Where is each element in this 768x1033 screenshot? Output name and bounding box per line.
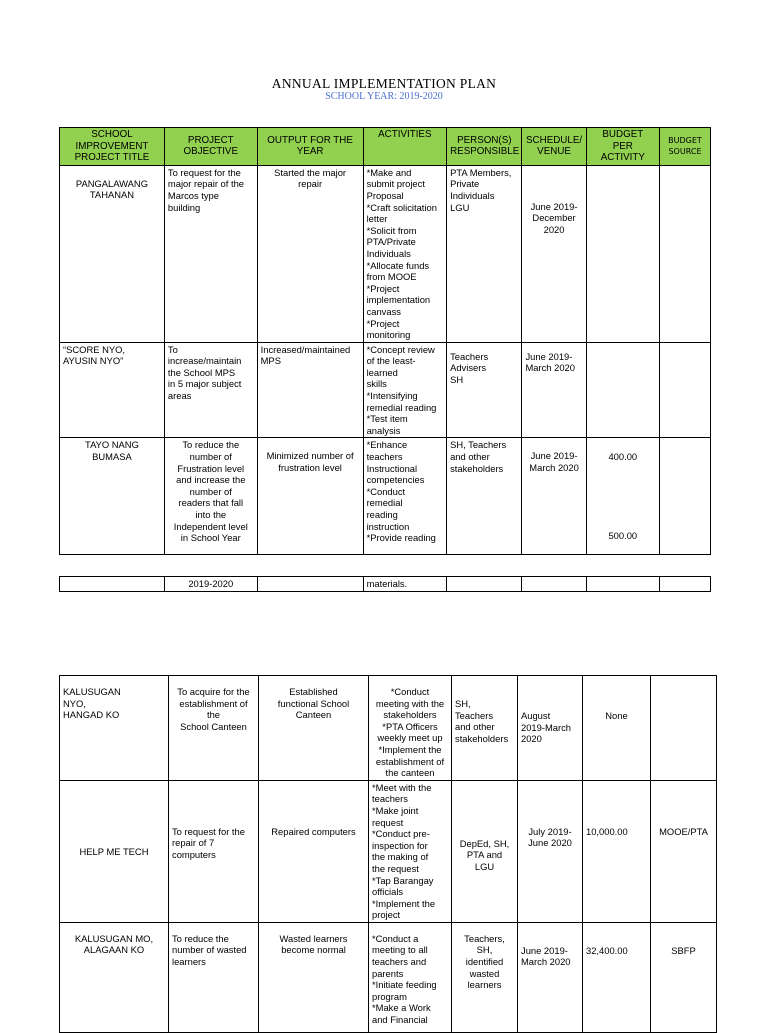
activities-cell: *Meet with the teachers *Make joint request *Conduct pre- inspection for the making of the request *Tap Barangay officials *Implement the project (369, 780, 452, 922)
output-cell: Minimized number of frustration level (257, 438, 363, 555)
source-cell (659, 165, 710, 342)
activities-cell: *Concept review of the least- learned skills *Intensifying remedial reading *Test item analysis (363, 342, 447, 438)
header-project-objective: PROJECT OBJECTIVE (164, 128, 257, 166)
schedule-cell: June 2019- March 2020 (522, 342, 586, 438)
persons-cell: Teachers, SH, identified wasted learners (452, 922, 518, 1032)
project-title-cell: KALUSUGAN NYO, HANGAD KO (60, 676, 169, 781)
table-row (60, 922, 717, 1032)
activities-cell: *Make and submit project Proposal *Craft solicitation letter *Solicit from PTA/Private Individuals *Allocate funds from MOOE *Project implementation canvass *Project monitoring (363, 165, 447, 342)
persons-cell: DepEd, SH, PTA and LGU (452, 780, 518, 922)
header-budget-source: BUDGET SOURCE (659, 128, 710, 166)
header-activities: ACTIVITIES (363, 128, 447, 166)
table-row (60, 577, 711, 592)
objective-cell: To reduce the number of Frustration level and increase the number of readers that fall into the Independent level in School Year (164, 438, 257, 555)
table-row (60, 676, 717, 781)
output-cell (257, 577, 363, 592)
persons-cell: PTA Members, Private Individuals LGU (447, 165, 522, 342)
activities-cell: *Conduct a meeting to all teachers and parents *Initiate feeding program *Make a Work and Financial (369, 922, 452, 1032)
budget-cell (586, 577, 659, 592)
schedule-cell: June 2019- March 2020 (518, 922, 583, 1032)
activities-cell: *Conduct meeting with the stakeholders *PTA Officers weekly meet up *Implement the establishment of the canteen (369, 676, 452, 781)
output-cell: Established functional School Canteen (259, 676, 369, 781)
project-title-cell: KALUSUGAN MO, ALAGAAN KO (60, 922, 169, 1032)
table-row (60, 780, 717, 922)
source-cell (659, 577, 710, 592)
source-cell (659, 342, 710, 438)
project-title-cell: HELP ME TECH (60, 780, 169, 922)
project-title-cell: PANGALAWANG TAHANAN (60, 165, 165, 342)
implementation-plan-table (59, 127, 711, 555)
continuation-row-table (59, 576, 711, 592)
output-cell: Started the major repair (257, 165, 363, 342)
activities-cell: *Enhance teachers Instructional competencies *Conduct remedial reading instruction *Provide reading (363, 438, 447, 555)
schedule-cell: July 2019- June 2020 (518, 780, 583, 922)
budget-cell: 32,400.00 (583, 922, 651, 1032)
project-title-cell: TAYO NANG BUMASA (60, 438, 165, 555)
document-subtitle: SCHOOL YEAR: 2019-2020 (325, 91, 443, 102)
budget-cell: 10,000.00 (583, 780, 651, 922)
objective-cell: To request for the repair of 7 computers (169, 780, 259, 922)
budget-cell: None (583, 676, 651, 781)
output-cell: Wasted learners become normal (259, 922, 369, 1032)
objective-cell: To increase/maintain the School MPS in 5 major subject areas (164, 342, 257, 438)
budget-cell (586, 165, 659, 342)
persons-cell: Teachers Advisers SH (447, 342, 522, 438)
header-project-title: SCHOOL IMPROVEMENT PROJECT TITLE (60, 128, 165, 166)
schedule-cell (522, 577, 586, 592)
source-cell: SBFP (651, 922, 717, 1032)
source-cell (651, 676, 717, 781)
source-cell (659, 438, 710, 555)
budget-cell (586, 438, 659, 555)
document-title: ANNUAL IMPLEMENTATION PLAN (271, 76, 497, 91)
objective-cell: To reduce the number of wasted learners (169, 922, 259, 1032)
objective-cell: 2019-2020 (164, 577, 257, 592)
budget-value: 400.00 (608, 451, 638, 463)
objective-cell: To acquire for the establishment of the School Canteen (169, 676, 259, 781)
table-row (60, 165, 711, 342)
source-cell: MOOE/PTA (651, 780, 717, 922)
budget-value: 500.00 (608, 530, 638, 542)
table-row (60, 342, 711, 438)
table-row (60, 438, 711, 555)
persons-cell: SH, Teachers and other stakeholders (447, 438, 522, 555)
output-cell: Repaired computers (259, 780, 369, 922)
project-title-cell (60, 577, 165, 592)
budget-cell (586, 342, 659, 438)
persons-cell: SH, Teachers and other stakeholders (452, 676, 518, 781)
header-output: OUTPUT FOR THE YEAR (257, 128, 363, 166)
header-budget-per-activity: BUDGET PER ACTIVITY (586, 128, 659, 166)
schedule-cell: August 2019-March 2020 (518, 676, 583, 781)
activities-cell: materials. (363, 577, 447, 592)
implementation-plan-table-continued (59, 675, 717, 1033)
persons-cell (447, 577, 522, 592)
header-schedule-venue: SCHEDULE/ VENUE (522, 128, 586, 166)
project-title-cell: “SCORE NYO, AYUSIN NYO” (60, 342, 165, 438)
schedule-cell: June 2019- December 2020 (522, 165, 586, 342)
header-persons-responsible: PERSON(S) RESPONSIBLE (447, 128, 522, 166)
output-cell: Increased/maintained MPS (257, 342, 363, 438)
schedule-cell: June 2019- March 2020 (522, 438, 586, 555)
objective-cell: To request for the major repair of the Marcos type building (164, 165, 257, 342)
